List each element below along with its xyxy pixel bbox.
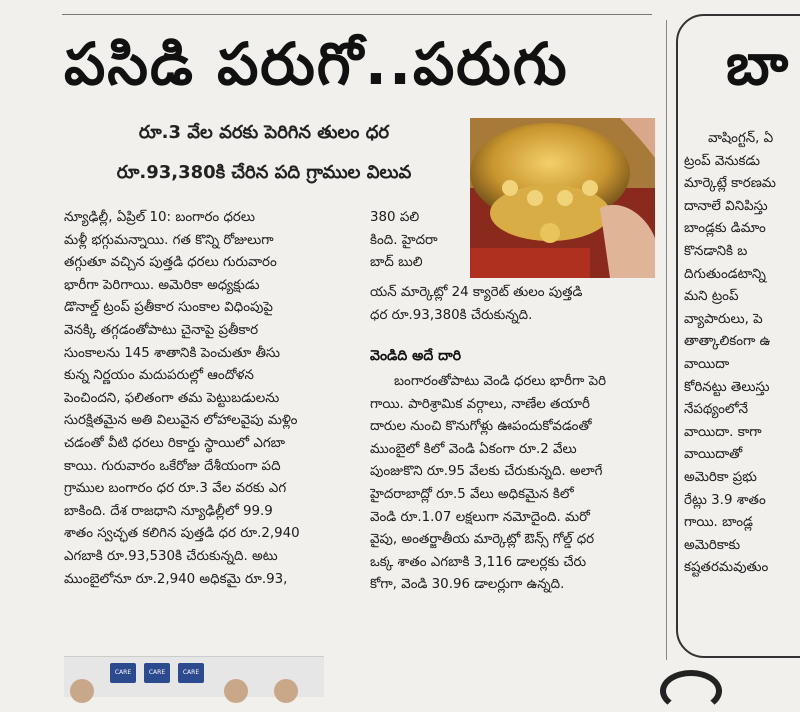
text-line: దారుల నుంచి కొనుగోళ్లు ఊపందుకోవడంతో <box>370 419 592 435</box>
person-photo <box>224 679 248 703</box>
text-line: అమెరికాకు <box>684 537 741 553</box>
text-line: బాకింది. దేశ రాజధాని న్యూఢిల్లీలో 99.9 <box>64 503 273 519</box>
ad-logo <box>178 663 204 683</box>
text-line: అమెరికా ప్రభు <box>684 469 757 485</box>
article-column-1 <box>64 207 364 591</box>
text-line: డొనాల్డ్ ట్రంప్ ప్రతీకార సుంకాల విధింపుపై <box>64 300 273 316</box>
next-headline-fragment <box>660 670 722 712</box>
text-line: దిగుతుండటాన్ని <box>684 266 766 282</box>
text-line: సురక్షితమైన అతి విలువైన లోహాలవైపు మళ్లిం <box>64 413 298 429</box>
subheadline-2: రూ.93,380కి చేరిన పది గ్రాముల విలువ <box>116 162 412 183</box>
adjacent-article-column <box>684 128 800 580</box>
text-line: వైపు, అంతర్జాతీయ మార్కెట్లో ఔన్స్ గోల్డ్ ధర <box>370 532 595 548</box>
text-line: వాయిదా <box>684 356 730 372</box>
text-line: పుంజుకొని రూ.95 వేలకు చేరుకున్నది. అలాగే <box>370 464 603 480</box>
text-line: కున్న నిర్ణయం మదుపరుల్లో ఆందోళన <box>64 368 254 384</box>
text-line: హైదరాబాద్లో రూ.5 వేలు అధికమైన కిలో <box>370 486 574 502</box>
text-line: న్యూఢిల్లీ, ఏప్రిల్ 10: బంగారం ధరలు <box>64 210 255 225</box>
text-line: వెండి రూ.1.07 లక్షలుగా నమోదైంది. మరో <box>370 509 590 525</box>
text-line: వ్యాపారులు, పె <box>684 311 763 327</box>
text-line: బాండ్లకు డిమాం <box>684 221 766 237</box>
text-line: మార్కెట్లే కారణమ <box>684 176 776 192</box>
text-line: శాతం స్వచ్ఛత కలిగిన పుత్తడి ధర రూ.2,940 <box>64 526 300 542</box>
text-line: మని ట్రంప్ <box>684 289 739 305</box>
text-line: ఒక్క శాతం ఎగబాకి 3,116 డాలర్లకు చేరు <box>370 554 587 570</box>
text-line: ఎగబాకి రూ.93,530కి చేరుకున్నది. అటు <box>64 548 278 564</box>
column-divider <box>666 20 667 660</box>
text-line: 380 పలి <box>370 210 420 225</box>
text-line: ముంబైలో కిలో వెండి ఏకంగా రూ.2 వేలు <box>370 441 577 457</box>
article-column-2-mid <box>370 282 660 327</box>
gold-jewelry-photo <box>470 118 655 278</box>
text-line: ముంబైలోనూ రూ.2,940 అధికమై రూ.93, <box>64 571 288 587</box>
text-line: కోరినట్టు తెలుస్తు <box>684 379 770 395</box>
text-line: కొనడానికి బ <box>684 243 748 259</box>
ad-logo <box>110 663 136 683</box>
text-line: రేట్లు 3.9 శాతం <box>684 492 766 508</box>
text-line: పెంచిందని, ఫలితంగా తమ పెట్టుబడులను <box>64 390 280 406</box>
text-line: బాద్ బులి <box>370 255 423 271</box>
top-rule <box>62 14 652 15</box>
text-line: గాయి. పారిశ్రామిక వర్గాలు, నాణేల తయారీ <box>370 396 590 412</box>
headline: పసిడి పరుగో..పరుగు <box>64 30 569 98</box>
adjacent-headline: బా <box>726 30 789 98</box>
text-line: కాయి. గురువారం ఒకేరోజు దేశీయంగా పది <box>64 458 281 474</box>
ad-label: CARE <box>148 669 166 676</box>
text-line: దానాలే వినిపిస్తు <box>684 198 768 214</box>
text-line: సుంకాలను 145 శాతానికి పెంచుతూ తీసు <box>64 345 280 361</box>
ad-label: CARE <box>182 669 200 676</box>
text-line: బంగారంతోపాటు వెండి ధరలు భారీగా పెరి <box>394 374 607 389</box>
article-column-2-top <box>370 207 466 275</box>
text-line: చడంతో వీటి ధరలు రికార్డు స్థాయిలో ఎగబా <box>64 435 286 451</box>
text-line: వాయిదా. కాగా <box>684 424 762 440</box>
text-line: వెనక్కి తగ్గడంతోపాటు చైనాపై ప్రతీకార <box>64 322 259 338</box>
text-line: కింది. హైదరా <box>370 232 438 248</box>
advertisement-strip <box>64 656 324 697</box>
ad-label: CARE <box>114 669 132 676</box>
text-line: వాషింగ్టన్, ఏ <box>708 131 774 146</box>
text-line: తగ్గుతూ వచ్చిన పుత్తడి ధరలు గురువారం <box>64 255 277 271</box>
text-line: తాత్కాలికంగా ఉ <box>684 334 771 350</box>
ad-logo <box>144 663 170 683</box>
text-line: భారీగా పెరిగాయి. అమెరికా అధ్యక్షుడు <box>64 277 260 293</box>
text-line: ధర రూ.93,380కి చేరుకున్నది. <box>370 307 533 323</box>
article-column-2-bottom <box>370 371 660 597</box>
text-line: నేపథ్యంలోనే <box>684 402 749 418</box>
text-line: వాయిదాతో <box>684 447 743 463</box>
section-heading: వెండిది అదే దారి <box>370 348 461 364</box>
text-line: మళ్లీ భగ్గుమన్నాయి. గత కొన్ని రోజులుగా <box>64 232 274 248</box>
person-photo <box>274 679 298 703</box>
text-line: గాయి. బాండ్ల <box>684 515 753 531</box>
text-line: గ్రాముల బంగారం ధర రూ.3 వేల వరకు ఎగ <box>64 481 287 497</box>
text-line: యన్ మార్కెట్లో 24 క్యారెట్ తులం పుత్తడి <box>370 285 583 300</box>
subheadline-1: రూ.3 వేల వరకు పెరిగిన తులం ధర <box>138 122 390 143</box>
text-line: కష్టతరమవుతుం <box>684 560 769 576</box>
text-line: కోగా, వెండి 30.96 డాలర్లుగా ఉన్నది. <box>370 577 565 593</box>
person-photo <box>70 679 94 703</box>
text-line: ట్రంప్ వెనుకడు <box>684 153 760 169</box>
